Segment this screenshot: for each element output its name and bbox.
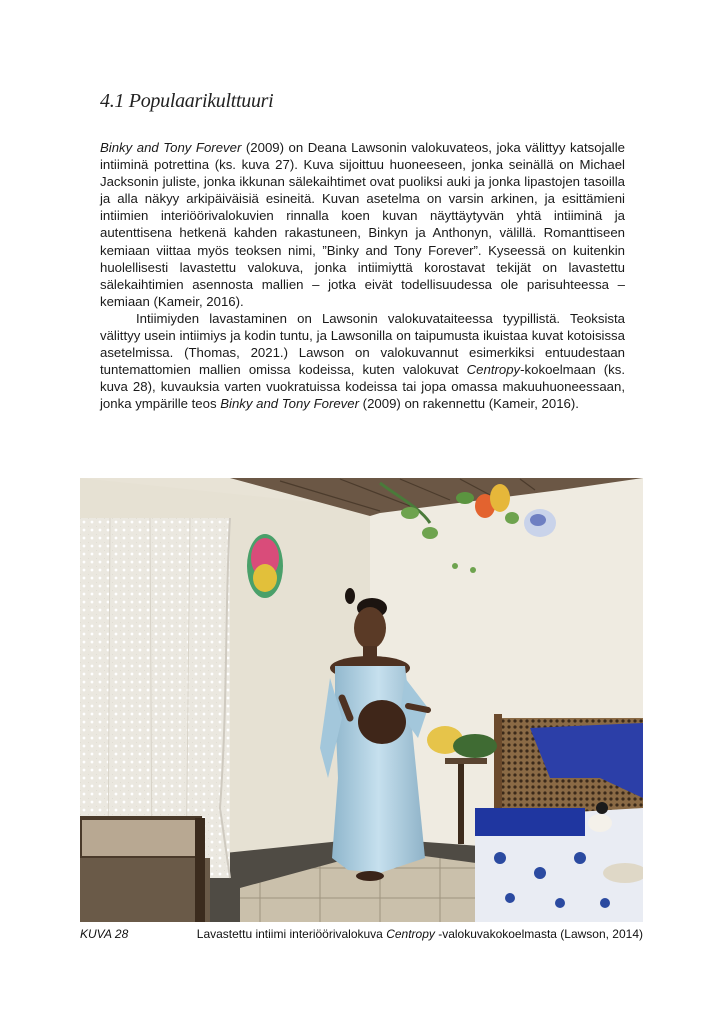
interior-photograph	[80, 478, 643, 922]
caption-text	[197, 927, 643, 941]
figure-caption	[80, 927, 643, 943]
paragraph-2-text-c: (2009) on rakennettu (Kameir, 2016).	[359, 396, 579, 412]
section-heading: 4.1 Populaarikulttuuri	[100, 90, 274, 112]
figure-label: KUVA 28	[80, 927, 129, 941]
caption-italic: Centropy	[386, 927, 435, 941]
body-text	[100, 139, 625, 413]
paragraph-2	[100, 310, 625, 413]
work-title-2: Binky and Tony Forever	[220, 396, 360, 412]
collection-title: Centropy	[466, 362, 521, 378]
paragraph-2-text-a: Intiimiyden lavastaminen on Lawsonin valokuvataiteessa tyypillistä. Teoksista välittyy usein intiimiys ja kodin tuntu, ja Lawsonilla on taipumusta ikuistaa kuvat kotoisissa asetelmissa. (Thomas, 2021.) Lawson on valokuvannut esimerkiksi entuudestaan tuntemattomien mallien omissa kodeissa, kuten valokuvat	[100, 310, 625, 378]
paragraph-1-text: (2009) on Deana Lawsonin valokuvateos, joka välittyy katsojalle intiiminä potrettina (ks. kuva 27). Kuva sijoittuu huoneeseen, jonka seinällä on Michael Jacksonin juliste, jonka ikkunan sälekaihtimet ovat puoliksi auki ja jonka lipastojen tasoilla ja alla näkyy arkipäiväisiä esineitä. Kuvan asetelma on varsin arkinen, ja esittämieni intiimien interiöörivalokuvien rinnalla koen kuvan näyttäytyvän yhtä intiiminä ja autenttisena hetkenä kahden rakastuneen, Binkyn ja Anthonyn, välillä. Romanttiseen kemiaan viittaa myös teoksen nimi, ”Binky and Tony Forever”. Kyseessä on kuitenkin huolellisesti lavastettu valokuva, jonka intiimiyttä korostavat tekijät on lavastettu sälekaihtimien asennosta mallien – jotka eivät todellisuudessa ole parisuhteessa – kemiaan (Kameir, 2016).	[100, 140, 625, 309]
paragraph-1	[100, 139, 625, 310]
caption-after: -valokuvakokoelmasta (Lawson, 2014)	[434, 927, 643, 941]
paragraph-2-text-b: -kokoelmaan (ks. kuva 28), kuvauksia varten vuokratuissa kodeissa tai jopa omassa makuuhuoneessaan, jonka ympärille teos	[100, 362, 625, 412]
work-title: Binky and Tony Forever	[100, 140, 242, 155]
caption-before: Lavastettu intiimi interiöörivalokuva	[196, 927, 387, 941]
